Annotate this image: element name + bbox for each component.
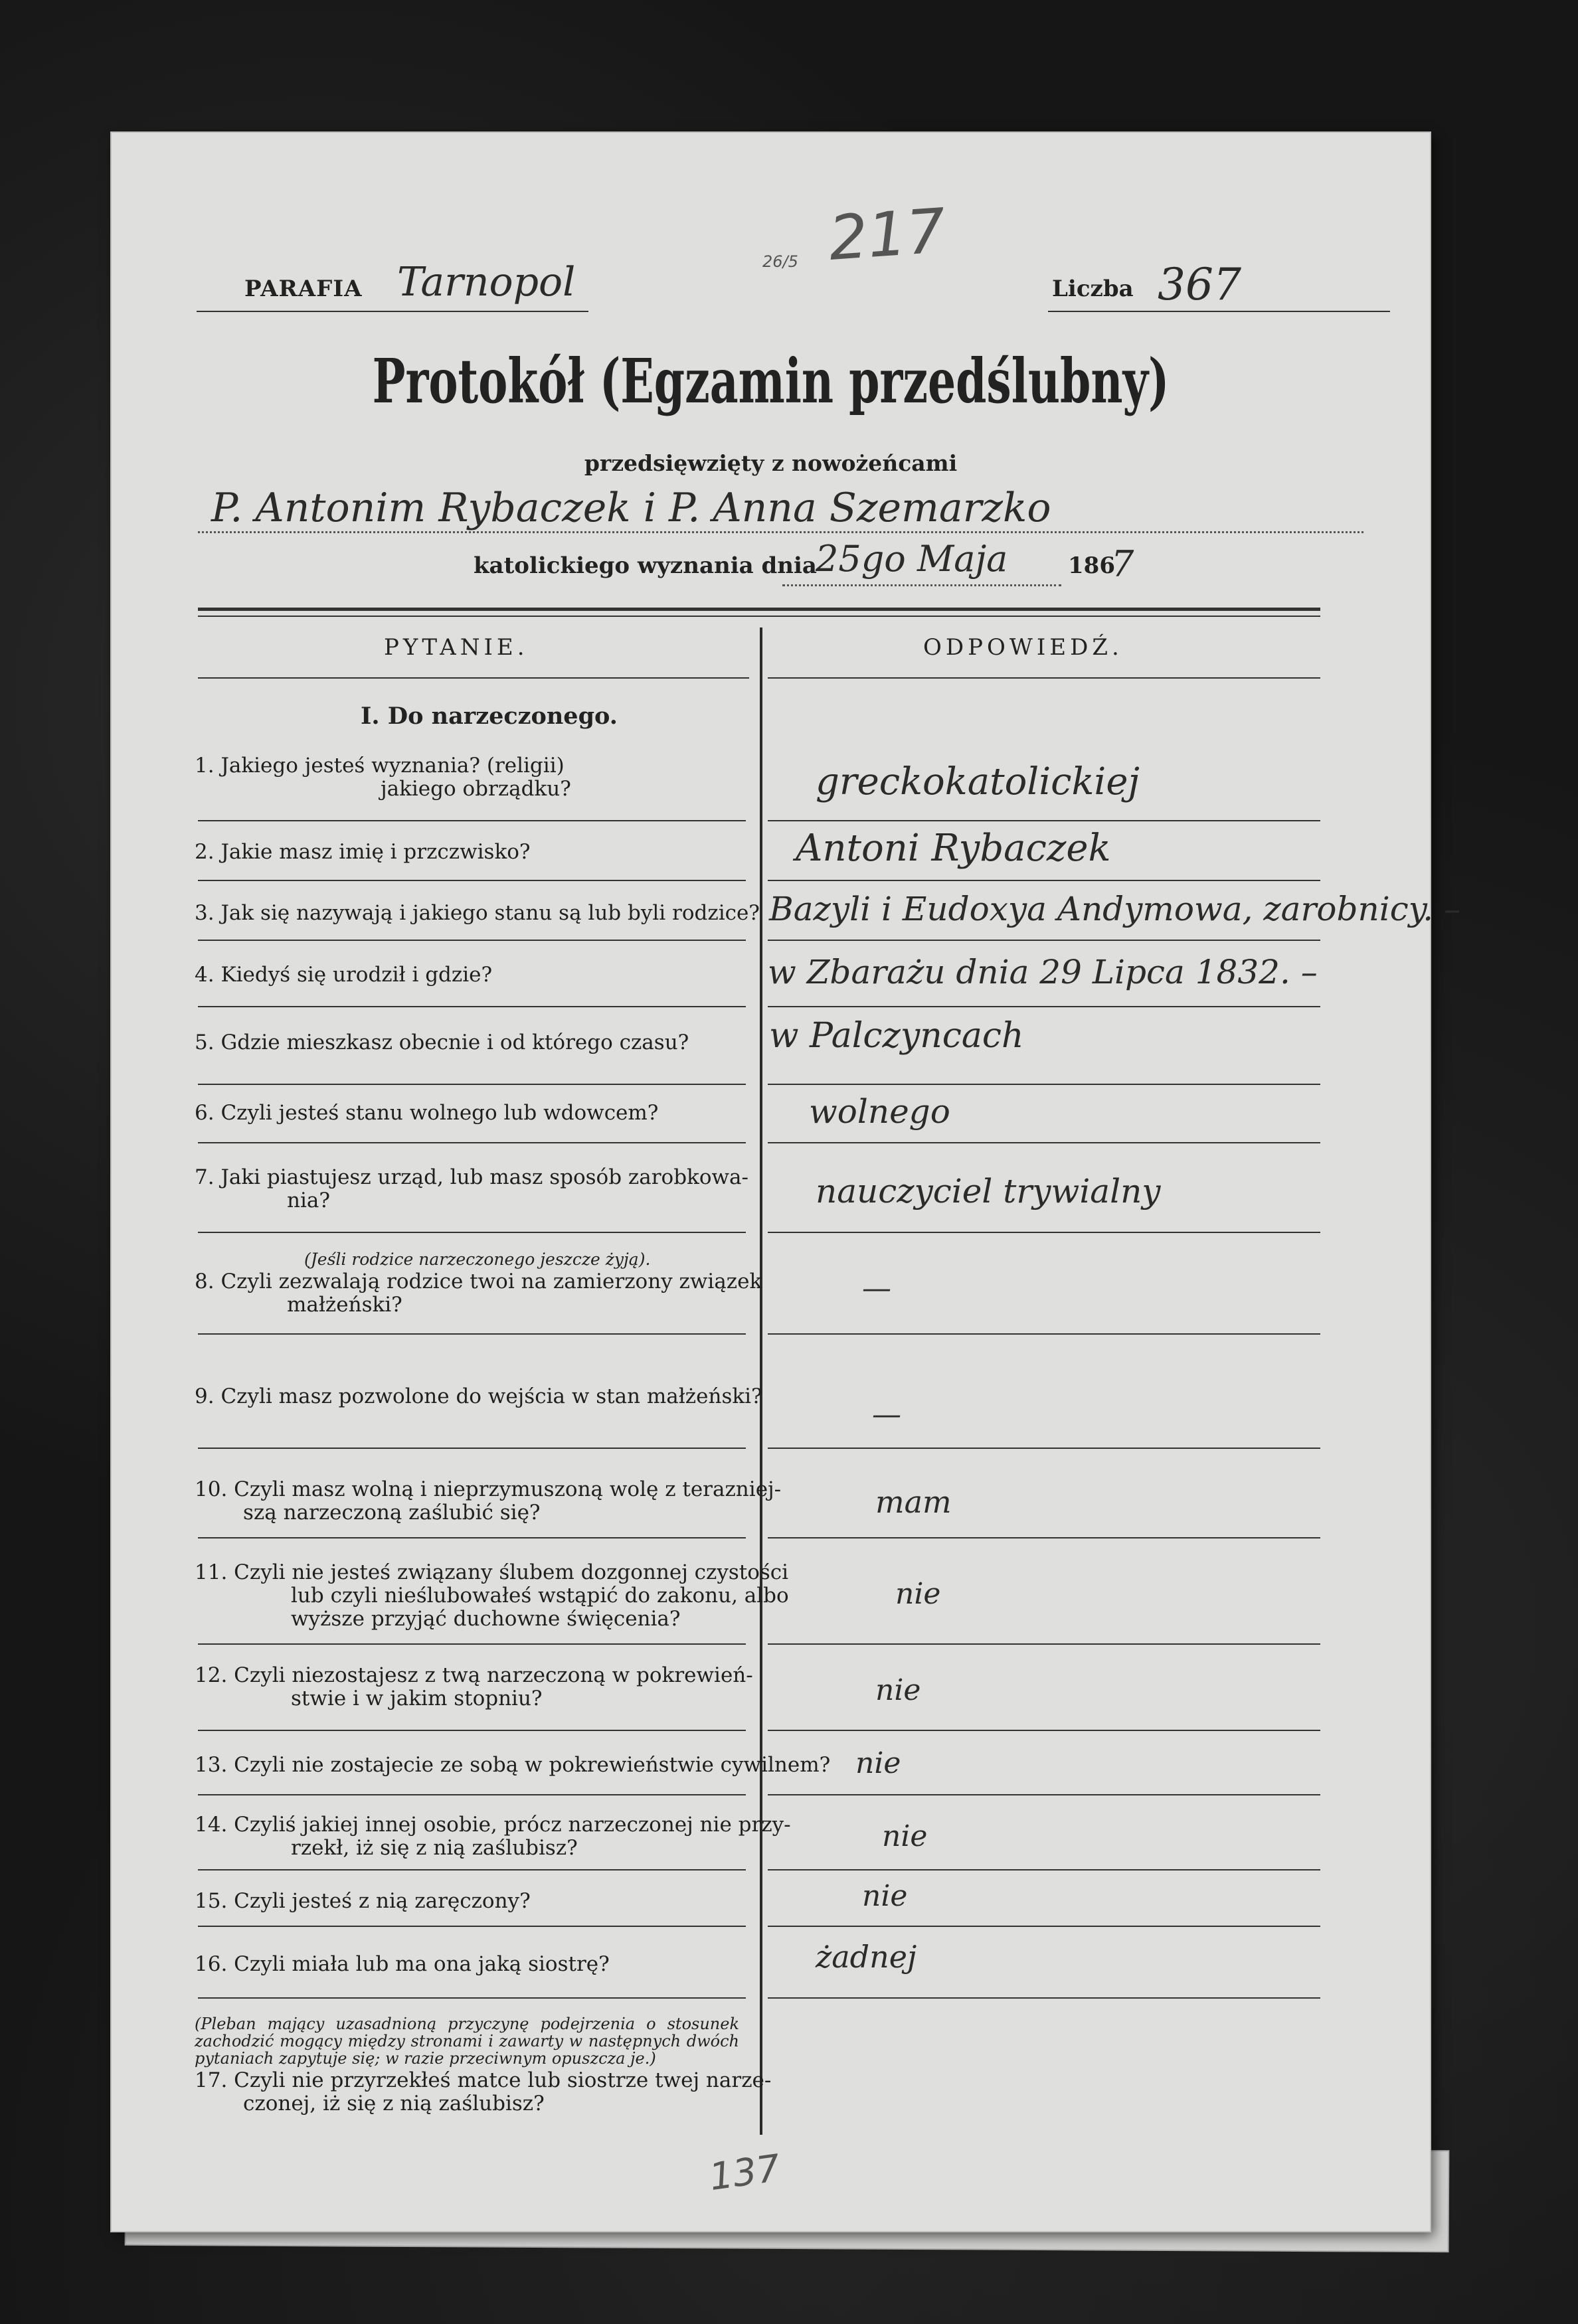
answer-4: w Zbarażu dnia 29 Lipca 1832. – — [768, 953, 1318, 991]
question-text: Czyli masz pozwolone do wejścia w stan małżeński? — [220, 1384, 762, 1408]
question-12-line2: stwie i w jakim stopniu? — [291, 1687, 543, 1710]
rule-a2 — [768, 880, 1320, 881]
question-3 — [195, 901, 760, 925]
question-2 — [195, 840, 531, 864]
double-rule-bottom — [198, 616, 1320, 617]
parafia-value: Tarnopol — [397, 259, 576, 305]
question-8-line2: małżeński? — [287, 1293, 402, 1317]
question-11-line2: lub czyli nieślubowałeś wstąpić do zakonu, albo — [291, 1584, 789, 1608]
rule-q9 — [198, 1448, 746, 1449]
answer-15: nie — [862, 1879, 908, 1913]
question-number: 11. — [195, 1560, 228, 1584]
question-number: 16. — [195, 1952, 228, 1976]
question-number: 5. — [195, 1031, 215, 1054]
answer-2: Antoni Rybaczek — [796, 827, 1111, 870]
rule-a5 — [768, 1084, 1320, 1085]
liczba-label: Liczba — [1052, 276, 1134, 302]
question-number: 8. — [195, 1270, 215, 1293]
answer-3: Bazyli i Eudoxya Andymowa, zarobnicy. – — [769, 890, 1461, 928]
question-number: 17. — [195, 2068, 228, 2092]
rule-q12 — [198, 1730, 746, 1731]
question-17-line2: czonej, iż się z nią zaślubisz? — [243, 2092, 545, 2116]
answer-11: nie — [895, 1577, 941, 1611]
question-17 — [195, 2068, 771, 2092]
question-number: 15. — [195, 1889, 228, 1913]
question-1-line2: jakiego obrządku? — [381, 777, 571, 801]
rule-q6 — [198, 1142, 746, 1143]
document-page — [112, 133, 1461, 2231]
question-12 — [195, 1663, 753, 1687]
year-prefix: 186 — [1068, 552, 1115, 579]
question-16 — [195, 1952, 610, 1976]
question-number: 12. — [195, 1663, 228, 1687]
question-text: Jakie masz imię i przczwisko? — [220, 840, 531, 864]
question-14 — [195, 1813, 791, 1837]
document-subtitle: przedsięwzięty z nowożeńcami — [584, 450, 958, 476]
rule-a7 — [768, 1232, 1320, 1233]
rule-a3 — [768, 940, 1320, 941]
question-11-line3: wyższe przyjąć duchowne święcenia? — [291, 1607, 681, 1631]
question-text: Kiedyś się urodził i gdzie? — [220, 963, 493, 987]
question-13 — [195, 1753, 830, 1777]
rule-q10 — [198, 1537, 746, 1538]
question-text: Czyli nie jesteś związany ślubem dozgonnej czystości — [234, 1560, 789, 1584]
liczba-value: 367 — [1158, 259, 1241, 310]
rule-q16 — [198, 1997, 746, 1999]
answer-16: żadnej — [816, 1939, 917, 1975]
question-7 — [195, 1165, 748, 1189]
question-text: Jaki piastujesz urząd, lub masz sposób zarobkowa- — [220, 1165, 748, 1189]
question-text: Czyli jesteś z nią zaręczony? — [234, 1889, 531, 1913]
question-text: Jak się nazywają i jakiego stanu są lub byli rodzice? — [220, 901, 760, 925]
pencil-number-small: 26/5 — [762, 252, 798, 271]
rule-q2 — [198, 880, 746, 881]
date-dotline — [782, 584, 1061, 586]
rule-q5 — [198, 1084, 746, 1085]
rule-a1 — [768, 820, 1320, 821]
question-4 — [195, 963, 492, 987]
question-number: 3. — [195, 901, 215, 925]
wyznanie-label: katolickiego wyznania dnia — [474, 552, 817, 579]
question-number: 14. — [195, 1813, 228, 1837]
question-number: 2. — [195, 840, 215, 864]
answer-14: nie — [882, 1819, 928, 1853]
question-10 — [195, 1477, 781, 1501]
question-text: Czyli nie zostajecie ze sobą w pokrewieństwie cywilnem? — [234, 1753, 831, 1777]
answer-8: — — [862, 1272, 891, 1305]
rule-q7 — [198, 1232, 746, 1233]
question-number: 4. — [195, 963, 215, 987]
question-number: 1. — [195, 754, 215, 778]
column-header-question: PYTANIE. — [384, 634, 529, 661]
section-heading: I. Do narzeczonego. — [361, 703, 618, 730]
year-hand: 7 — [1111, 543, 1134, 585]
liczba-underline — [1048, 311, 1390, 312]
rule-q1 — [198, 820, 746, 821]
double-rule-top — [198, 608, 1320, 611]
rule-q3 — [198, 940, 746, 941]
rule-a4 — [768, 1006, 1320, 1007]
date-value: 25go Maja — [816, 538, 1008, 580]
rule-a13 — [768, 1794, 1320, 1795]
question-8 — [195, 1270, 762, 1293]
document-title: Protokół (Egzamin przedślubny) — [372, 345, 1170, 417]
rule-a15 — [768, 1926, 1320, 1927]
question-5 — [195, 1031, 689, 1054]
question-14-line2: rzekł, iż się z nią zaślubisz? — [291, 1836, 578, 1860]
question-15 — [195, 1889, 531, 1913]
question-text: Czyli niezostajesz z twą narzeczoną w pokrewień- — [234, 1663, 753, 1687]
rule-q11 — [198, 1643, 746, 1645]
question-text: Czyli miała lub ma ona jaką siostrę? — [234, 1952, 610, 1976]
question-11 — [195, 1560, 788, 1584]
question-text: Czyli zezwalają rodzice twoi na zamierzony związek — [220, 1270, 762, 1293]
rule-a10 — [768, 1537, 1320, 1538]
header-rule-right — [768, 677, 1320, 679]
question-7-line2: nia? — [287, 1189, 330, 1212]
question-text: Czyli jesteś stanu wolnego lub wdowcem? — [220, 1101, 659, 1125]
question-text: Czyliś jakiej innej osobie, prócz narzeczonej nie przy- — [234, 1813, 791, 1837]
answer-12: nie — [875, 1673, 921, 1707]
rule-a14 — [768, 1869, 1320, 1870]
question-1 — [195, 754, 565, 778]
question-text: Gdzie mieszkasz obecnie i od którego czasu? — [220, 1031, 689, 1054]
question-number: 13. — [195, 1753, 228, 1777]
parafia-underline — [197, 311, 588, 312]
question-number: 9. — [195, 1384, 215, 1408]
answer-13: nie — [855, 1746, 901, 1780]
pencil-number-bottom: 137 — [706, 2146, 783, 2200]
rule-q4 — [198, 1006, 746, 1007]
rule-q13 — [198, 1794, 746, 1795]
rule-a6 — [768, 1142, 1320, 1143]
question-6 — [195, 1101, 658, 1125]
question-text: Czyli nie przyrzekłeś matce lub siostrze twej narze- — [234, 2068, 772, 2092]
rule-a11 — [768, 1643, 1320, 1645]
answer-10: mam — [875, 1484, 952, 1520]
rule-a8 — [768, 1333, 1320, 1335]
rule-a16 — [768, 1997, 1320, 1999]
question-10-line2: szą narzeczoną zaślubić się? — [243, 1501, 541, 1525]
answer-7: nauczyciel trywialny — [816, 1172, 1161, 1210]
answer-1: greckokatolickiej — [816, 760, 1140, 803]
rule-q15 — [198, 1926, 746, 1927]
question-number: 10. — [195, 1477, 228, 1501]
couple-names: P. Antonim Rybaczek i P. Anna Szemarzko — [211, 485, 1051, 531]
answer-9: — — [872, 1398, 901, 1432]
question-text: Jakiego jesteś wyznania? (religii) — [220, 754, 565, 778]
rule-q14 — [198, 1869, 746, 1870]
question-number: 6. — [195, 1101, 215, 1125]
rule-a9 — [768, 1448, 1320, 1449]
couple-dotline — [198, 531, 1363, 533]
question-9 — [195, 1384, 762, 1408]
pencil-number-top: 217 — [826, 195, 948, 274]
column-divider — [760, 627, 762, 2135]
note-question-8: (Jeśli rodzice narzeczonego jeszcze żyją). — [304, 1250, 651, 1269]
parafia-label: PARAFIA — [244, 276, 363, 302]
answer-5: w Palczyncach — [769, 1016, 1024, 1056]
question-text: Czyli masz wolną i nieprzymuszoną wolę z terazniej- — [234, 1477, 782, 1501]
header-rule-left — [198, 677, 749, 679]
answer-6: wolnego — [809, 1092, 950, 1131]
question-number: 7. — [195, 1165, 215, 1189]
rule-a12 — [768, 1730, 1320, 1731]
rule-q8 — [198, 1333, 746, 1335]
column-header-answer: ODPOWIEDŹ. — [923, 634, 1123, 661]
note-question-17: (Pleban mający uzasadnioną przyczynę podejrzenia o stosunek zachodzić mogący między stronami i zawarty w następnych dwóch pytaniach zapytuje się; w razie przeciwnym opuszcza je.) — [195, 2015, 739, 2068]
